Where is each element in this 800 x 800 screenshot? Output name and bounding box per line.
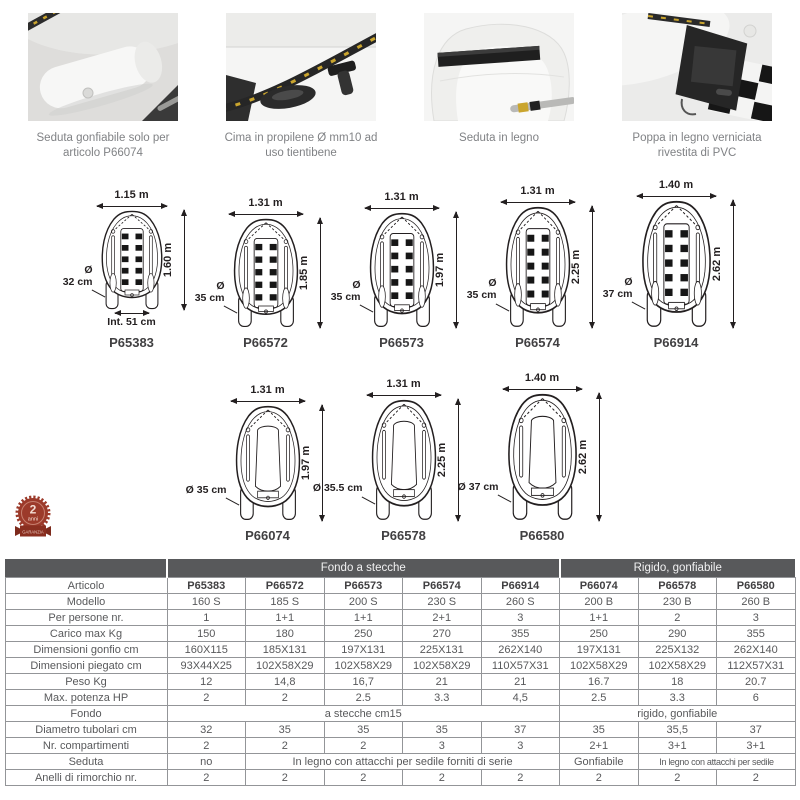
internal-width-arrow xyxy=(115,313,149,314)
photo-card-wooden-seat xyxy=(421,13,577,161)
spec-cell: P66074 xyxy=(560,578,639,594)
table-group-header: Fondo a stecche xyxy=(167,559,560,578)
article-code: P66074 xyxy=(245,528,290,544)
spec-cell: 35 xyxy=(246,722,325,738)
wooden-seat-photo xyxy=(424,13,574,121)
spec-cell: 225X132 xyxy=(638,642,717,658)
width-label: 1.31 m xyxy=(250,384,285,397)
spec-row-label: Diametro tubolari cm xyxy=(5,722,167,738)
boat-diagram-p66914 xyxy=(601,179,740,350)
rope-illustration xyxy=(226,13,376,121)
diameter-line-1: Ø xyxy=(216,280,225,293)
spec-cell: 185X131 xyxy=(246,642,325,658)
spec-cell: 262X140 xyxy=(717,642,796,658)
photo-caption: Seduta gonfiabile solo per articolo P66074 xyxy=(36,132,170,160)
table-row xyxy=(5,642,795,658)
diameter-line-1: Ø xyxy=(624,276,633,289)
length-arrow xyxy=(456,212,457,328)
diameter-label xyxy=(331,279,361,303)
spec-cell: 290 xyxy=(638,626,717,642)
spec-cell: In legno con attacchi per sedile xyxy=(638,754,795,770)
spec-cell: 3+1 xyxy=(638,738,717,754)
spec-cell: 35 xyxy=(324,722,403,738)
spec-cell: 6 xyxy=(717,690,796,706)
spec-cell: 197X131 xyxy=(324,642,403,658)
spec-cell: 355 xyxy=(481,626,560,642)
warranty-years-label: anni xyxy=(27,516,39,523)
article-code: P66574 xyxy=(515,335,560,351)
photo-caption: Poppa in legno verniciata rivestita di PVC xyxy=(632,132,762,160)
internal-width-label: Int. 51 cm xyxy=(107,316,156,329)
length-label: 2.62 m xyxy=(710,247,723,282)
diameter-dimension xyxy=(457,393,503,521)
length-dimension xyxy=(297,218,327,328)
spec-cell: 93X44X25 xyxy=(167,658,246,674)
spec-cell: 200 B xyxy=(560,594,639,610)
diameter-dimension xyxy=(312,399,367,521)
diagrams-row-rigid xyxy=(0,372,800,543)
spec-cell: 230 B xyxy=(638,594,717,610)
inflatable-seat-photo xyxy=(28,13,178,121)
diameter-label xyxy=(63,264,93,288)
width-arrow xyxy=(231,401,305,402)
diameter-label xyxy=(467,277,497,301)
spec-cell: 3.3 xyxy=(638,690,717,706)
inflatable-seat-illustration xyxy=(28,13,178,121)
spec-cell: 230 S xyxy=(403,594,482,610)
article-code: P65383 xyxy=(109,335,154,351)
boat-topview-drawing xyxy=(637,200,716,328)
length-arrow xyxy=(592,206,593,328)
spec-cell: 2 xyxy=(324,738,403,754)
spec-row-label: Nr. compartimenti xyxy=(5,738,167,754)
diameter-dimension xyxy=(193,218,229,328)
article-code: P66572 xyxy=(243,335,288,351)
spec-cell: 150 xyxy=(167,626,246,642)
spec-cell: P65383 xyxy=(167,578,246,594)
spec-cell: P66574 xyxy=(403,578,482,594)
boat-topview-drawing xyxy=(501,206,575,328)
spec-cell: P66572 xyxy=(246,578,325,594)
diameter-dimension xyxy=(185,405,231,521)
spec-cell: 102X58X29 xyxy=(403,658,482,674)
length-arrow xyxy=(458,399,459,521)
spec-cell: 16.7 xyxy=(560,674,639,690)
spec-cell: 260 S xyxy=(481,594,560,610)
spec-cell: 102X58X29 xyxy=(638,658,717,674)
spec-row-label: Peso Kg xyxy=(5,674,167,690)
width-dimension xyxy=(365,191,439,212)
spec-cell: no xyxy=(167,754,246,770)
diameter-line-2: 35 cm xyxy=(330,290,361,303)
spec-cell: 102X58X29 xyxy=(246,658,325,674)
length-dimension xyxy=(576,393,606,521)
width-arrow xyxy=(229,214,303,215)
spec-row-label: Fondo xyxy=(5,706,167,722)
diameter-label xyxy=(458,481,499,493)
spec-cell: 262X140 xyxy=(481,642,560,658)
spec-cell: In legno con attacchi per sedile forniti di serie xyxy=(246,754,560,770)
internal-width-dimension xyxy=(107,313,155,328)
photo-caption: Cima in propilene Ø mm10 ad uso tientibene xyxy=(224,132,378,160)
table-row xyxy=(5,674,795,690)
spec-row-label: Carico max Kg xyxy=(5,626,167,642)
spec-cell: 2 xyxy=(246,690,325,706)
width-dimension xyxy=(367,378,441,399)
spec-cell: 3.3 xyxy=(403,690,482,706)
spec-cell: 250 xyxy=(324,626,403,642)
spec-cell: 2 xyxy=(560,770,639,786)
boat-topview-drawing xyxy=(229,218,303,328)
width-arrow xyxy=(503,389,582,390)
length-label: 1.60 m xyxy=(161,243,174,278)
length-dimension xyxy=(433,212,463,328)
spec-cell: 2+1 xyxy=(560,738,639,754)
spec-cell: 35 xyxy=(560,722,639,738)
length-dimension xyxy=(710,200,740,328)
length-arrow xyxy=(320,218,321,328)
spec-cell: 18 xyxy=(638,674,717,690)
length-label: 2.25 m xyxy=(569,250,582,285)
length-arrow xyxy=(599,393,600,521)
transom-photo xyxy=(622,13,772,121)
spec-row-label: Dimensioni piegato cm xyxy=(5,658,167,674)
warranty-ribbon-label: GARANZIA xyxy=(22,529,44,535)
spec-cell: 2 xyxy=(246,738,325,754)
length-arrow xyxy=(322,405,323,521)
boat-diagram-p66573 xyxy=(329,191,463,350)
width-label: 1.31 m xyxy=(384,191,419,204)
width-label: 1.15 m xyxy=(114,189,149,202)
table-row xyxy=(5,610,795,626)
width-arrow xyxy=(637,196,716,197)
diameter-line-1: Ø xyxy=(488,277,497,290)
spec-cell: 14,8 xyxy=(246,674,325,690)
table-row xyxy=(5,770,795,786)
spec-cell: 12 xyxy=(167,674,246,690)
width-arrow xyxy=(501,202,575,203)
boat-topview-drawing xyxy=(365,212,439,328)
boat-diagram-p66574 xyxy=(465,185,599,350)
article-code: P66578 xyxy=(381,528,426,544)
boat-topview-drawing xyxy=(97,210,167,310)
spec-cell: 4,5 xyxy=(481,690,560,706)
width-label: 1.31 m xyxy=(248,197,283,210)
length-dimension xyxy=(161,210,191,310)
photo-card-rope xyxy=(223,13,379,161)
diameter-label xyxy=(603,276,633,300)
spec-cell: 270 xyxy=(403,626,482,642)
diameter-line-2: 35 cm xyxy=(466,289,497,302)
warranty-years: 2 xyxy=(29,502,37,517)
spec-cell: 2 xyxy=(403,770,482,786)
diameter-line-2: 35 cm xyxy=(194,292,225,305)
spec-cell: 3 xyxy=(403,738,482,754)
boat-diagram-p66580 xyxy=(457,372,606,544)
width-arrow xyxy=(365,208,439,209)
photo-caption: Seduta in legno xyxy=(459,132,539,144)
spec-cell: 1 xyxy=(167,610,246,626)
spec-cell: 2 xyxy=(246,770,325,786)
table-row xyxy=(5,738,795,754)
diameter-line-1: Ø xyxy=(352,278,361,291)
table-group-header: Rigido, gonfiabile xyxy=(560,559,796,578)
spec-row-label: Dimensioni gonfio cm xyxy=(5,642,167,658)
photo-card-inflatable-seat xyxy=(25,13,181,161)
table-row xyxy=(5,626,795,642)
spec-cell: 160 S xyxy=(167,594,246,610)
boat-diagram-p66572 xyxy=(193,197,327,350)
spec-cell: 21 xyxy=(403,674,482,690)
product-photos-strip xyxy=(0,0,800,161)
boat-topview-drawing xyxy=(231,405,305,521)
boat-diagram-p66074 xyxy=(185,384,329,544)
boat-diagram-p65383 xyxy=(61,189,191,350)
width-dimension xyxy=(503,372,582,393)
spec-cell: Gonfiabile xyxy=(560,754,639,770)
width-label: 1.31 m xyxy=(386,378,421,391)
spec-cell: 102X58X29 xyxy=(324,658,403,674)
spec-cell: 102X58X29 xyxy=(560,658,639,674)
length-label: 1.97 m xyxy=(299,446,312,481)
spec-cell: 200 S xyxy=(324,594,403,610)
spec-cell: 160X115 xyxy=(167,642,246,658)
spec-row-label: Articolo xyxy=(5,578,167,594)
length-dimension xyxy=(435,399,465,521)
diameter-dimension xyxy=(61,210,97,310)
spec-cell: 3 xyxy=(717,610,796,626)
spec-cell: 32 xyxy=(167,722,246,738)
article-code: P66580 xyxy=(519,528,565,544)
width-arrow xyxy=(97,206,167,207)
spec-cell: 1+1 xyxy=(560,610,639,626)
diameter-line-1: Ø 35.5 cm xyxy=(312,482,363,495)
boat-diagram-p66578 xyxy=(312,378,465,544)
spec-cell: 20.7 xyxy=(717,674,796,690)
table-row xyxy=(5,706,795,722)
width-arrow xyxy=(367,395,441,396)
diameter-line-2: 32 cm xyxy=(62,276,93,289)
spec-cell: 3+1 xyxy=(717,738,796,754)
spec-row-label: Seduta xyxy=(5,754,167,770)
boat-topview-drawing xyxy=(367,399,441,521)
length-dimension xyxy=(299,405,329,521)
length-label: 1.85 m xyxy=(297,256,310,291)
spec-cell: 260 B xyxy=(717,594,796,610)
width-dimension xyxy=(229,197,303,218)
spec-cell: 250 xyxy=(560,626,639,642)
spec-cell: 35 xyxy=(403,722,482,738)
width-dimension xyxy=(231,384,305,405)
spec-row-label: Per persone nr. xyxy=(5,610,167,626)
warranty-seal-icon xyxy=(12,494,54,542)
length-arrow xyxy=(733,200,734,328)
article-code: P66573 xyxy=(379,335,424,351)
diameter-line-2: 37 cm xyxy=(602,288,633,301)
spec-row-label: Anelli di rimorchio nr. xyxy=(5,770,167,786)
diameter-dimension xyxy=(329,212,365,328)
warranty-badge xyxy=(12,494,54,542)
spec-cell: 180 xyxy=(246,626,325,642)
spec-cell: 2 xyxy=(717,770,796,786)
diameter-dimension xyxy=(601,200,637,328)
spec-cell: 2.5 xyxy=(324,690,403,706)
table-row xyxy=(5,722,795,738)
spec-cell: 3 xyxy=(481,738,560,754)
spec-cell: a stecche cm15 xyxy=(167,706,560,722)
table-row xyxy=(5,754,795,770)
width-label: 1.31 m xyxy=(520,185,555,198)
spec-row-label: Modello xyxy=(5,594,167,610)
spec-cell: P66580 xyxy=(717,578,796,594)
rope-photo xyxy=(226,13,376,121)
diameter-dimension xyxy=(465,206,501,328)
table-row xyxy=(5,690,795,706)
length-dimension xyxy=(569,206,599,328)
spec-cell: 37 xyxy=(481,722,560,738)
diameter-label xyxy=(195,280,225,304)
spec-cell: 2 xyxy=(638,770,717,786)
spec-cell: 2 xyxy=(481,770,560,786)
width-label: 1.40 m xyxy=(524,372,560,385)
spec-table xyxy=(5,559,796,786)
spec-cell: P66573 xyxy=(324,578,403,594)
spec-cell: 2.5 xyxy=(560,690,639,706)
width-label: 1.40 m xyxy=(658,179,694,192)
transom-illustration xyxy=(622,13,772,121)
length-label: 2.25 m xyxy=(435,443,448,478)
spec-cell: 1+1 xyxy=(246,610,325,626)
table-corner xyxy=(5,559,167,578)
spec-cell: 1+1 xyxy=(324,610,403,626)
table-row xyxy=(5,594,795,610)
diameter-label xyxy=(186,484,227,496)
spec-cell: 37 xyxy=(717,722,796,738)
spec-cell: P66578 xyxy=(638,578,717,594)
spec-cell: 16,7 xyxy=(324,674,403,690)
spec-cell: 185 S xyxy=(246,594,325,610)
spec-cell: 2 xyxy=(638,610,717,626)
width-dimension xyxy=(97,189,167,210)
diameter-line-1: Ø xyxy=(84,264,93,277)
spec-cell: rigido, gonfiabile xyxy=(560,706,796,722)
boat-topview-drawing xyxy=(503,393,582,521)
spec-cell: 355 xyxy=(717,626,796,642)
diameter-line-1: Ø 37 cm xyxy=(457,481,499,494)
spec-cell: 2 xyxy=(167,738,246,754)
spec-cell: P66914 xyxy=(481,578,560,594)
spec-cell: 2 xyxy=(324,770,403,786)
diameter-line-1: Ø 35 cm xyxy=(185,483,227,496)
spec-row-label: Max. potenza HP xyxy=(5,690,167,706)
spec-cell: 3 xyxy=(481,610,560,626)
wooden-seat-illustration xyxy=(424,13,574,121)
spec-cell: 2 xyxy=(167,770,246,786)
length-label: 1.97 m xyxy=(433,253,446,288)
spec-table-wrap xyxy=(5,559,796,786)
length-label: 2.62 m xyxy=(576,440,589,475)
spec-cell: 225X131 xyxy=(403,642,482,658)
diameter-label xyxy=(313,482,363,494)
spec-cell: 110X57X31 xyxy=(481,658,560,674)
spec-cell: 197X131 xyxy=(560,642,639,658)
spec-cell: 21 xyxy=(481,674,560,690)
photo-card-transom xyxy=(619,13,775,161)
article-code: P66914 xyxy=(653,335,699,351)
spec-cell: 2 xyxy=(167,690,246,706)
spec-cell: 2+1 xyxy=(403,610,482,626)
spec-cell: 112X57X31 xyxy=(717,658,796,674)
length-arrow xyxy=(184,210,185,310)
spec-cell: 35,5 xyxy=(638,722,717,738)
table-row xyxy=(5,578,795,594)
width-dimension xyxy=(501,185,575,206)
table-row xyxy=(5,658,795,674)
width-dimension xyxy=(637,179,716,200)
diagrams-row-slats xyxy=(0,179,800,350)
